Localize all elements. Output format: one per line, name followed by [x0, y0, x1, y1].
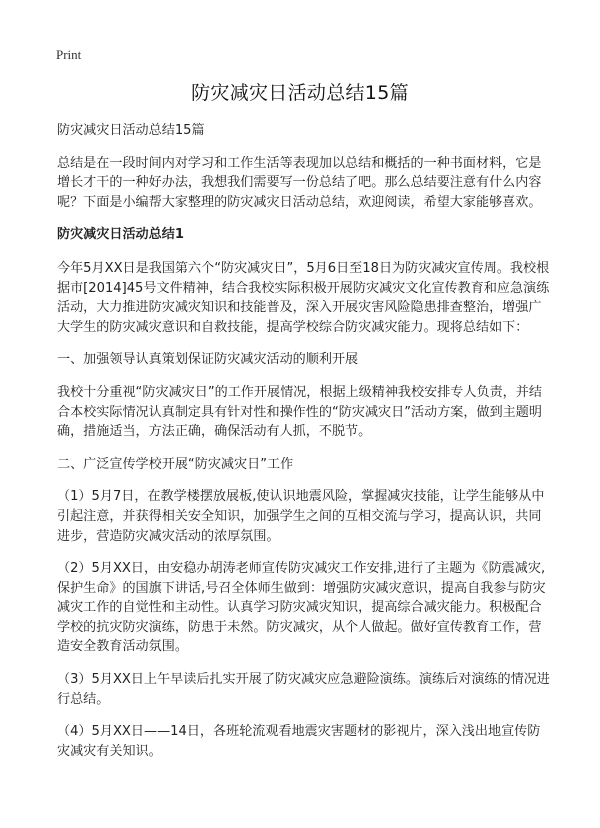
subheading-1: 一、加强领导认真策划保证防灾减灾活动的顺利开展	[57, 352, 359, 368]
list-item-2: （2）5月XX日，由安稳办胡涛老师宣传防灾减灾工作安排,进行了主题为《防震减灾,保护生命》的国旗下讲话,号召全体师生做到：增强防灾减灾意识，提高自我参与防灾减灾工作的自觉性和主动性。认真学习防灾减灾知识，提高综合减灾能力。积极配合学校的抗灾防灾演练，防患于未然。防灾减灾，从个人做起。做好宣传教育工作，营造安全教育活动氛围。	[57, 561, 546, 655]
subheading-2: 二、广泛宣传学校开展“防灾减灾日”工作	[57, 456, 294, 472]
list-item-4: （4）5月XX日——14日，各班轮流观看地震灾害题材的影视片，深入浅出地宣传防灾减灾有关知识。	[57, 724, 541, 759]
body-paragraph-1: 今年5月XX日是我国第六个“防灾减灾日”，5月6日至18日为防灾减灾宣传周。我校根据市[2014]45号文件精神，结合我校实际积极开展防灾减灾文化宣传教育和应急演练活动，大力推进防灾减灾知识和技能普及，深入开展灾害风险隐患排查整治，增强广大学生的防灾减灾意识和自救技能，提高学校综合防灾减灾能力。现将总结如下：	[57, 260, 550, 335]
document-subtitle: 防灾减灾日活动总结15篇	[57, 123, 205, 138]
print-link[interactable]: Print	[56, 47, 82, 62]
document-body	[57, 121, 550, 772]
list-item-1: （1）5月7日，在教学楼摆放展板,使认识地震风险，掌握减灾技能，让学生能够从中引起注意，并获得相关安全知识，加强学生之间的互相交流与学习，提高认识，共同进步，营造防灾减灾活动的浓厚氛围。	[57, 489, 545, 544]
section-heading: 防灾减灾日活动总结1	[57, 227, 184, 243]
document-title: 防灾减灾日活动总结15篇	[191, 82, 409, 104]
body-paragraph-2: 我校十分重视“防灾减灾日”的工作开展情况，根据上级精神我校安排专人负责，并结合本校实际情况认真制定具有针对性和操作性的“防灾减灾日”活动方案，做到主题明确，措施适当，方法正确，确保活动有人抓，不脱节。	[57, 384, 542, 440]
intro-paragraph: 总结是在一段时间内对学习和工作生活等表现加以总结和概括的一种书面材料，它是增长才干的一种好办法，我想我们需要写一份总结了吧。那么总结要注意有什么内容呢？下面是小编帮大家整理的防灾减灾日活动总结，欢迎阅读，希望大家能够喜欢。	[57, 155, 542, 210]
list-item-3: （3）5月XX日上午早读后扎实开展了防灾减灾应急避险演练。演练后对演练的情况进行总结。	[57, 672, 550, 707]
